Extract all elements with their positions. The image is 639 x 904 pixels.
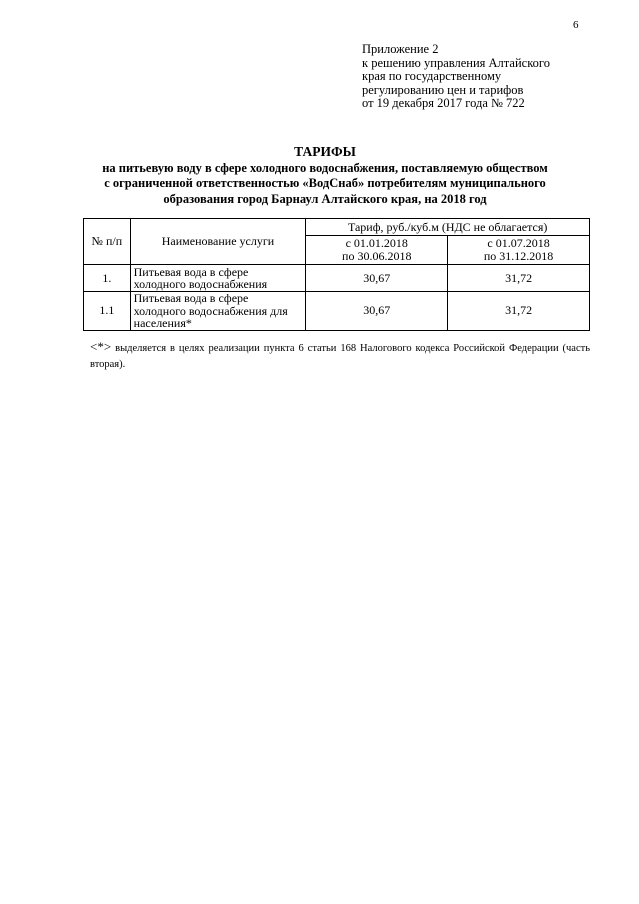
table-row [84,292,590,331]
row-value-2: 31,72 [448,292,590,331]
title-line: образования город Барнаул Алтайского края, на 2018 год [163,191,487,206]
header-period-2 [448,236,590,265]
header-num: № п/п [84,219,131,265]
period-1-to: по 30.06.2018 [342,249,412,263]
tariffs-table [83,218,590,331]
row-service: Питьевая вода в сфере холодного водоснабжения для населения* [130,292,306,331]
footnote [90,339,590,373]
appendix-header [362,43,550,111]
title-line: на питьевую воду в сфере холодного водоснабжения, поставляемую обществом [102,160,548,175]
period-2-to: по 31.12.2018 [483,249,554,263]
row-value-1: 30,67 [306,265,448,292]
title-line: с ограниченной ответственностью «ВодСнаб» потребителям муниципального [104,176,546,190]
row-value-1: 30,67 [306,292,448,331]
footnote-text: выделяется в целях реализации пункта 6 статьи 168 Налогового кодекса Российской Федерации (часть вторая). [90,343,590,370]
header-service: Наименование услуги [130,219,306,265]
footnote-mark: <*> [90,339,112,354]
document-title [60,144,590,207]
header-period-1 [306,236,448,265]
row-num: 1.1 [84,292,131,331]
header-tariff: Тариф, руб./куб.м (НДС не облагается) [306,219,590,236]
appendix-line: края по государственному [362,69,502,84]
appendix-line: от 19 декабря 2017 года № 722 [362,96,525,111]
row-service: Питьевая вода в сфере холодного водоснабжения [130,265,306,292]
table-row [84,265,590,292]
row-value-2: 31,72 [448,265,590,292]
period-1-from: с 01.01.2018 [345,235,408,250]
appendix-line: к решению управления Алтайского [362,55,550,70]
appendix-line: регулированию цен и тарифов [362,82,524,97]
period-2-from: с 01.07.2018 [487,235,550,250]
row-num: 1. [84,265,131,292]
appendix-line: Приложение 2 [362,42,439,56]
page-number: 6 [573,19,579,31]
title-main: ТАРИФЫ [294,144,356,159]
